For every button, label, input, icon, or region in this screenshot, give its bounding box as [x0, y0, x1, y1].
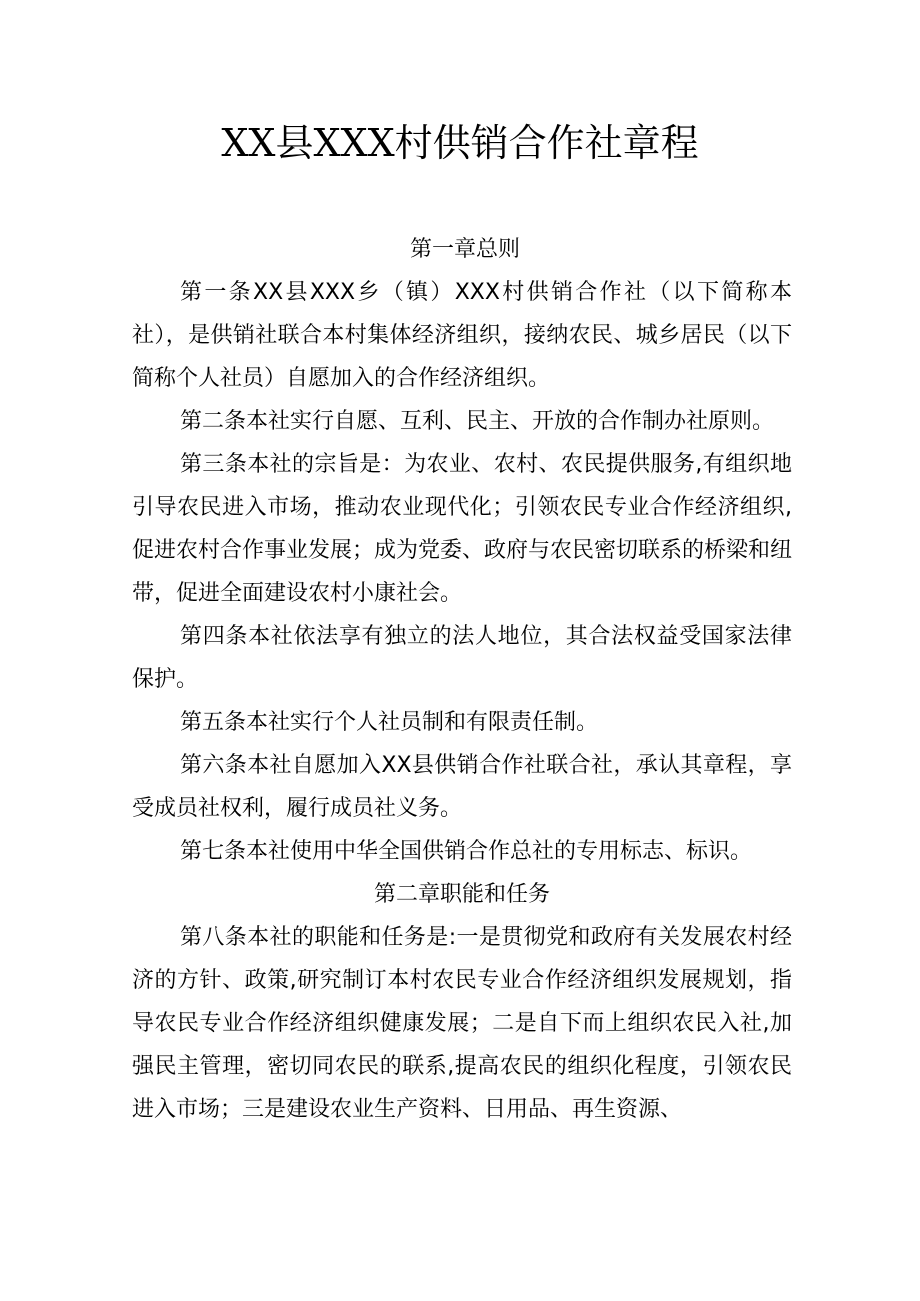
article-3: 第三条本社的宗旨是：为农业、农村、农民提供服务,有组织地引导农民进入市场，推动农业现代化；引领农民专业合作经济组织,促进农村合作事业发展；成为党委、政府与农民密切联系的桥梁和纽带，促进全面建设农村小康社会。	[132, 452, 793, 606]
chapter-heading: 第二章职能和任务	[373, 882, 550, 907]
article-6: 第六条本社自愿加入XX县供销合作社联合社，承认其章程，享受成员社权利，履行成员社义务。	[132, 753, 792, 821]
chapter-2	[132, 873, 792, 1131]
chapter-heading: 第一章总则	[409, 237, 520, 262]
article-5: 第五条本社实行个人社员制和有限责任制。	[180, 710, 599, 735]
article-4: 第四条本社依法享有独立的法人地位，其合法权益受国家法律保护。	[132, 624, 792, 692]
article-8: 第八条本社的职能和任务是:一是贯彻党和政府有关发展农村经济的方针、政策,研究制订本村农民专业合作经济组织发展规划，指导农民专业合作经济组织健康发展；二是自下而上组织农民入社,加强民主管理，密切同农民的联系,提高农民的组织化程度，引领农民进入市场；三是建设农业生产资料、日用品、再生资源、	[132, 925, 792, 1122]
document-title: XX县XXX村供销合作社章程	[221, 121, 699, 165]
article-1: 第一条XX县XXX乡（镇）XXX村供销合作社（以下简称本社），是供销社联合本村集体经济组织，接纳农民、城乡居民（以下简称个人社员）自愿加入的合作经济组织。	[132, 280, 792, 391]
article-7: 第七条本社使用中华全国供销合作总社的专用标志、标识。	[180, 839, 753, 864]
document-body	[132, 228, 792, 1131]
article-2: 第二条本社实行自愿、互利、民主、开放的合作制办社原则。	[180, 409, 775, 434]
chapter-1	[132, 228, 792, 873]
